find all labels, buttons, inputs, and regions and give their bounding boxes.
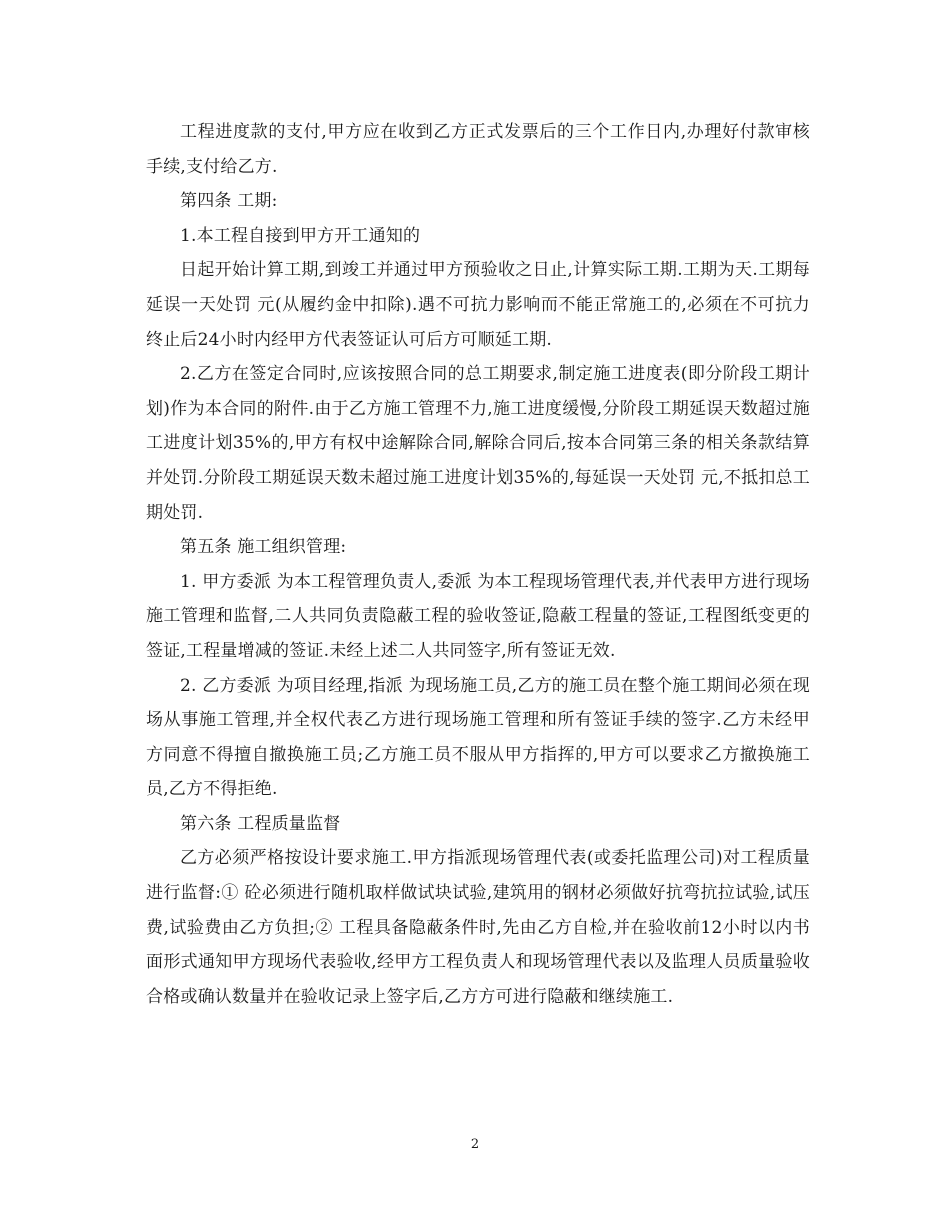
paragraph-5-2: 2. 乙方委派 为项目经理,指派 为现场施工员,乙方的施工员在整个施工期间必须在现场从事施工管理,并全权代表乙方进行现场施工管理和所有签证手续的签字.乙方未经甲方同意不得擅自撤换施工员;乙方施工员不服从甲方指挥的,甲方可以要求乙方撤换施工员,乙方不得拒绝. xyxy=(146,675,810,800)
paragraph-4-2: 2.乙方在签定合同时,应该按照合同的总工期要求,制定施工进度表(即分阶段工期计划)作为本合同的附件.由于乙方施工管理不力,施工进度缓慢,分阶段工期延误天数超过施工进度计划35%的,甲方有权中途解除合同,解除合同后,按本合同第三条的相关条款结算并处罚.分阶段工期延误天数未超过施工进度计划35%的,每延误一天处罚 元,不抵扣总工期处罚. xyxy=(146,364,810,523)
paragraph-4-1-start: 1.本工程自接到甲方开工通知的 xyxy=(180,225,421,246)
paragraph-payment: 工程进度款的支付,甲方应在收到乙方正式发票后的三个工作日内,办理好付款审核手续,支付给乙方. xyxy=(146,122,810,177)
heading-article-4: 第四条 工期: xyxy=(180,191,278,212)
paragraph-4-1-body: 日起开始计算工期,到竣工并通过甲方预验收之日止,计算实际工期.工期为天.工期每延误一天处罚 元(从履约金中扣除).遇不可抗力影响而不能正常施工的,必须在不可抗力终止后24小时内经甲方代表签证认可后方可顺延工期. xyxy=(146,260,810,350)
heading-article-6: 第六条 工程质量监督 xyxy=(180,813,341,834)
paragraph-6-body: 乙方必须严格按设计要求施工.甲方指派现场管理代表(或委托监理公司)对工程质量进行监督:① 砼必须进行随机取样做试块试验,建筑用的钢材必须做好抗弯抗拉试验,试压费,试验费由乙方负担;② 工程具备隐蔽条件时,先由乙方自检,并在验收前12小时以内书面形式通知甲方现场代表验收,经甲方工程负责人和现场管理代表以及监理人员质量验收合格或确认数量并在验收记录上签字后,乙方方可进行隐蔽和继续施工. xyxy=(146,848,810,1007)
page-number: 2 xyxy=(470,1137,480,1152)
paragraph-5-1: 1. 甲方委派 为本工程管理负责人,委派 为本工程现场管理代表,并代表甲方进行现场施工管理和监督,二人共同负责隐蔽工程的验收签证,隐蔽工程量的签证,工程图纸变更的签证,工程量增减的签证.未经上述二人共同签字,所有签证无效. xyxy=(146,571,810,661)
document-body xyxy=(146,115,810,1014)
heading-article-5: 第五条 施工组织管理: xyxy=(180,537,347,558)
